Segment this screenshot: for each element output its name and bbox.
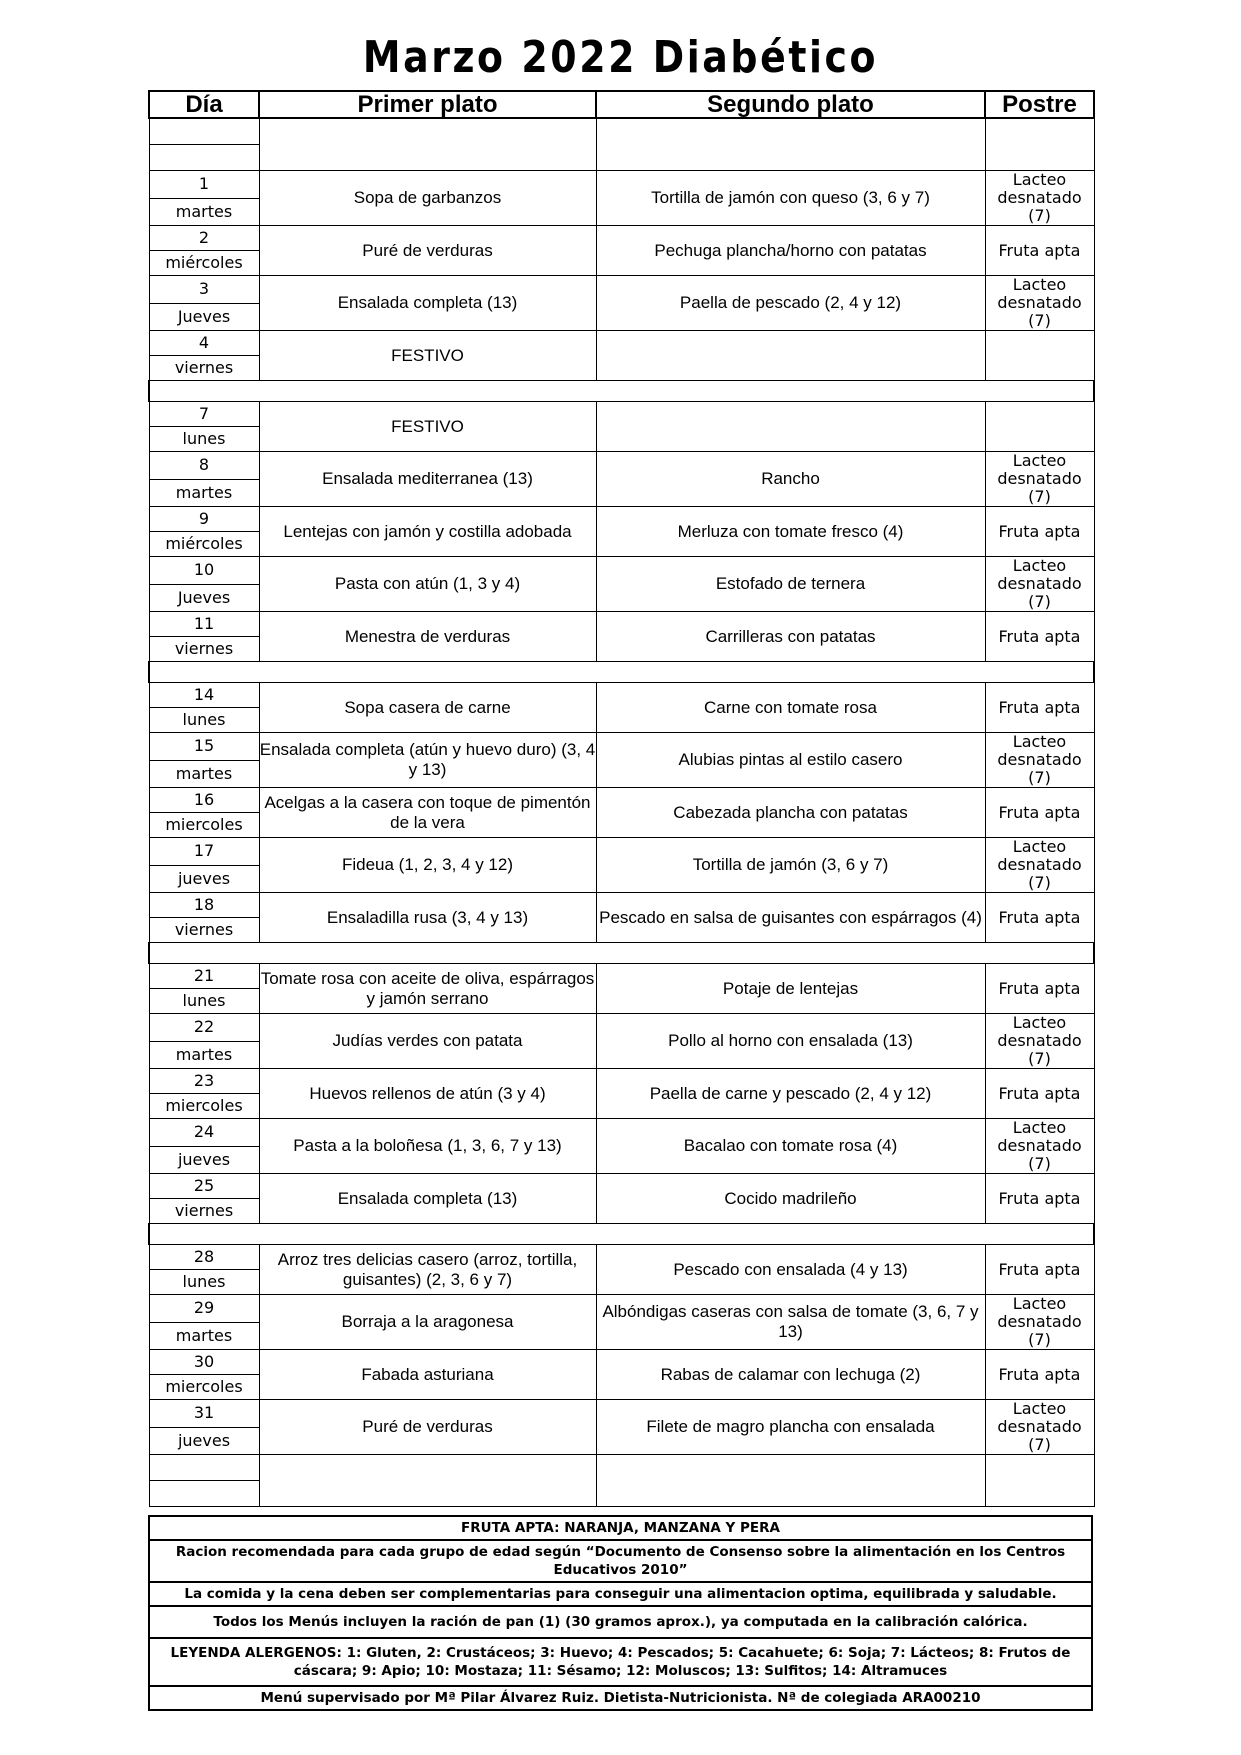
primer-plato: Ensalada completa (atún y huevo duro) (3, 4 y 13) [259, 733, 596, 788]
segundo-plato: Pechuga plancha/horno con patatas [596, 226, 985, 276]
segundo-plato: Cocido madrileño [596, 1174, 985, 1224]
day-name: lunes [149, 989, 259, 1014]
segundo-plato [596, 331, 985, 381]
segundo-plato: Estofado de ternera [596, 557, 985, 612]
day-name: martes [149, 760, 259, 788]
blank-cell [985, 118, 1094, 171]
menu-day-row [149, 1174, 1094, 1199]
postre: Fruta apta [985, 788, 1094, 838]
primer-plato: Ensalada mediterranea (13) [259, 452, 596, 507]
segundo-plato: Albóndigas caseras con salsa de tomate (3, 6, 7 y 13) [596, 1295, 985, 1350]
blank-cell [985, 1455, 1094, 1507]
header-postre: Postre [985, 91, 1094, 118]
day-number: 30 [149, 1350, 259, 1375]
week-separator [149, 662, 1094, 683]
day-number: 23 [149, 1069, 259, 1094]
blank-cell [149, 1481, 259, 1507]
segundo-plato [596, 402, 985, 452]
page-title: Marzo 2022 Diabético [362, 32, 879, 83]
postre: Lacteo desnatado (7) [985, 1295, 1094, 1350]
day-number: 24 [149, 1119, 259, 1147]
menu-day-row [149, 452, 1094, 480]
primer-plato: FESTIVO [259, 402, 596, 452]
note-supervisado: Menú supervisado por Mª Pilar Álvarez Ruiz. Dietista-Nutricionista. Nª de colegiada ARA00210 [149, 1686, 1092, 1710]
blank-cell [596, 1455, 985, 1507]
day-number: 31 [149, 1400, 259, 1428]
day-name: martes [149, 1322, 259, 1350]
primer-plato: Lentejas con jamón y costilla adobada [259, 507, 596, 557]
primer-plato: FESTIVO [259, 331, 596, 381]
day-name: miercoles [149, 1094, 259, 1119]
menu-day-row [149, 1400, 1094, 1428]
week-separator-cell [149, 662, 1094, 683]
week-separator-cell [149, 381, 1094, 402]
blank-cell [259, 1455, 596, 1507]
postre: Lacteo desnatado (7) [985, 171, 1094, 226]
blank-cell [259, 118, 596, 171]
segundo-plato: Tortilla de jamón (3, 6 y 7) [596, 838, 985, 893]
day-number: 2 [149, 226, 259, 251]
menu-day-row [149, 557, 1094, 585]
day-name: jueves [149, 1146, 259, 1174]
week-separator-cell [149, 943, 1094, 964]
day-number: 8 [149, 452, 259, 480]
segundo-plato: Potaje de lentejas [596, 964, 985, 1014]
menu-day-row [149, 612, 1094, 637]
postre: Lacteo desnatado (7) [985, 1014, 1094, 1069]
day-name: martes [149, 479, 259, 507]
day-number: 10 [149, 557, 259, 585]
postre: Lacteo desnatado (7) [985, 452, 1094, 507]
postre: Lacteo desnatado (7) [985, 733, 1094, 788]
postre: Lacteo desnatado (7) [985, 1119, 1094, 1174]
postre: Fruta apta [985, 1174, 1094, 1224]
day-number: 15 [149, 733, 259, 761]
menu-day-row [149, 733, 1094, 761]
day-name: Jueves [149, 584, 259, 612]
day-number: 7 [149, 402, 259, 427]
day-number: 17 [149, 838, 259, 866]
menu-day-row [149, 507, 1094, 532]
day-number: 14 [149, 683, 259, 708]
blank-row [149, 118, 1094, 145]
primer-plato: Puré de verduras [259, 1400, 596, 1455]
segundo-plato: Tortilla de jamón con queso (3, 6 y 7) [596, 171, 985, 226]
menu-day-row [149, 1119, 1094, 1147]
postre: Fruta apta [985, 964, 1094, 1014]
menu-day-row [149, 1069, 1094, 1094]
day-name: lunes [149, 1270, 259, 1295]
week-separator [149, 1224, 1094, 1245]
segundo-plato: Alubias pintas al estilo casero [596, 733, 985, 788]
blank-row [149, 1455, 1094, 1481]
day-name: miercoles [149, 813, 259, 838]
day-name: viernes [149, 1199, 259, 1224]
postre: Fruta apta [985, 1069, 1094, 1119]
day-name: martes [149, 198, 259, 226]
day-name: viernes [149, 918, 259, 943]
week-separator [149, 381, 1094, 402]
day-number: 3 [149, 276, 259, 304]
menu-day-row [149, 1245, 1094, 1270]
menu-day-row [149, 683, 1094, 708]
day-number: 29 [149, 1295, 259, 1323]
day-name: martes [149, 1041, 259, 1069]
postre: Fruta apta [985, 1245, 1094, 1295]
note-pan: Todos los Menús incluyen la ración de pan (1) (30 gramos aprox.), ya computada en la calibración calórica. [149, 1606, 1092, 1638]
segundo-plato: Paella de pescado (2, 4 y 12) [596, 276, 985, 331]
day-name: Jueves [149, 303, 259, 331]
segundo-plato: Rabas de calamar con lechuga (2) [596, 1350, 985, 1400]
primer-plato: Acelgas a la casera con toque de pimentón de la vera [259, 788, 596, 838]
primer-plato: Tomate rosa con aceite de oliva, espárragos y jamón serrano [259, 964, 596, 1014]
postre: Fruta apta [985, 612, 1094, 662]
postre: Fruta apta [985, 507, 1094, 557]
primer-plato: Ensaladilla rusa (3, 4 y 13) [259, 893, 596, 943]
header-row [149, 91, 1094, 118]
primer-plato: Sopa casera de carne [259, 683, 596, 733]
day-number: 9 [149, 507, 259, 532]
day-name: lunes [149, 708, 259, 733]
primer-plato: Pasta a la boloñesa (1, 3, 6, 7 y 13) [259, 1119, 596, 1174]
primer-plato: Fabada asturiana [259, 1350, 596, 1400]
note-alergenos: LEYENDA ALERGENOS: 1: Gluten, 2: Crustáceos; 3: Huevo; 4: Pescados; 5: Cacahuete; 6: Soja; 7: Lácteos; 8: Frutos de cáscara; 9: Apio; 10: Mostaza; 11: Sésamo; 12: Moluscos; 13: Sulfitos; 14: Altramuces [149, 1638, 1092, 1686]
menu-day-row [149, 1350, 1094, 1375]
primer-plato: Huevos rellenos de atún (3 y 4) [259, 1069, 596, 1119]
blank-cell [149, 1455, 259, 1481]
segundo-plato: Pescado en salsa de guisantes con espárragos (4) [596, 893, 985, 943]
menu-day-row [149, 402, 1094, 427]
day-number: 1 [149, 171, 259, 199]
menu-day-row [149, 276, 1094, 304]
segundo-plato: Merluza con tomate fresco (4) [596, 507, 985, 557]
segundo-plato: Rancho [596, 452, 985, 507]
header-dia: Día [149, 91, 259, 118]
day-number: 16 [149, 788, 259, 813]
segundo-plato: Carne con tomate rosa [596, 683, 985, 733]
day-name: viernes [149, 637, 259, 662]
primer-plato: Fideua (1, 2, 3, 4 y 12) [259, 838, 596, 893]
postre: Fruta apta [985, 226, 1094, 276]
menu-body [149, 118, 1094, 1507]
day-number: 18 [149, 893, 259, 918]
postre [985, 331, 1094, 381]
menu-table [148, 90, 1095, 1507]
day-name: lunes [149, 427, 259, 452]
postre: Fruta apta [985, 893, 1094, 943]
primer-plato: Arroz tres delicias casero (arroz, tortilla, guisantes) (2, 3, 6 y 7) [259, 1245, 596, 1295]
day-name: miércoles [149, 251, 259, 276]
day-name: jueves [149, 1427, 259, 1455]
menu-day-row [149, 226, 1094, 251]
primer-plato: Ensalada completa (13) [259, 276, 596, 331]
menu-day-row [149, 964, 1094, 989]
postre: Lacteo desnatado (7) [985, 557, 1094, 612]
blank-cell [596, 118, 985, 171]
day-number: 22 [149, 1014, 259, 1042]
segundo-plato: Bacalao con tomate rosa (4) [596, 1119, 985, 1174]
menu-day-row [149, 788, 1094, 813]
primer-plato: Puré de verduras [259, 226, 596, 276]
menu-day-row [149, 893, 1094, 918]
header-segundo-plato: Segundo plato [596, 91, 985, 118]
note-fruta-apta: FRUTA APTA: NARANJA, MANZANA Y PERA [149, 1516, 1092, 1540]
note-complementarias: La comida y la cena deben ser complementarias para conseguir una alimentacion optima, equilibrada y saludable. [149, 1582, 1092, 1606]
primer-plato: Ensalada completa (13) [259, 1174, 596, 1224]
menu-day-row [149, 171, 1094, 199]
primer-plato: Borraja a la aragonesa [259, 1295, 596, 1350]
day-number: 4 [149, 331, 259, 356]
postre: Lacteo desnatado (7) [985, 1400, 1094, 1455]
header-primer-plato: Primer plato [259, 91, 596, 118]
day-name: miercoles [149, 1375, 259, 1400]
day-number: 11 [149, 612, 259, 637]
primer-plato: Sopa de garbanzos [259, 171, 596, 226]
segundo-plato: Pollo al horno con ensalada (13) [596, 1014, 985, 1069]
segundo-plato: Cabezada plancha con patatas [596, 788, 985, 838]
postre: Lacteo desnatado (7) [985, 276, 1094, 331]
primer-plato: Judías verdes con patata [259, 1014, 596, 1069]
postre: Fruta apta [985, 1350, 1094, 1400]
segundo-plato: Filete de magro plancha con ensalada [596, 1400, 985, 1455]
segundo-plato: Paella de carne y pescado (2, 4 y 12) [596, 1069, 985, 1119]
primer-plato: Pasta con atún (1, 3 y 4) [259, 557, 596, 612]
day-number: 28 [149, 1245, 259, 1270]
note-racion: Racion recomendada para cada grupo de edad según “Documento de Consenso sobre la alimentación en los Centros Educativos 2010” [149, 1540, 1092, 1582]
segundo-plato: Carrilleras con patatas [596, 612, 985, 662]
segundo-plato: Pescado con ensalada (4 y 13) [596, 1245, 985, 1295]
postre: Fruta apta [985, 683, 1094, 733]
week-separator-cell [149, 1224, 1094, 1245]
day-number: 25 [149, 1174, 259, 1199]
blank-cell [149, 118, 259, 145]
footer-notes [148, 1515, 1093, 1711]
day-name: jueves [149, 865, 259, 893]
day-name: viernes [149, 356, 259, 381]
blank-cell [149, 145, 259, 171]
week-separator [149, 943, 1094, 964]
day-number: 21 [149, 964, 259, 989]
postre [985, 402, 1094, 452]
postre: Lacteo desnatado (7) [985, 838, 1094, 893]
menu-day-row [149, 331, 1094, 356]
day-name: miércoles [149, 532, 259, 557]
menu-day-row [149, 1295, 1094, 1323]
menu-day-row [149, 1014, 1094, 1042]
menu-day-row [149, 838, 1094, 866]
primer-plato: Menestra de verduras [259, 612, 596, 662]
